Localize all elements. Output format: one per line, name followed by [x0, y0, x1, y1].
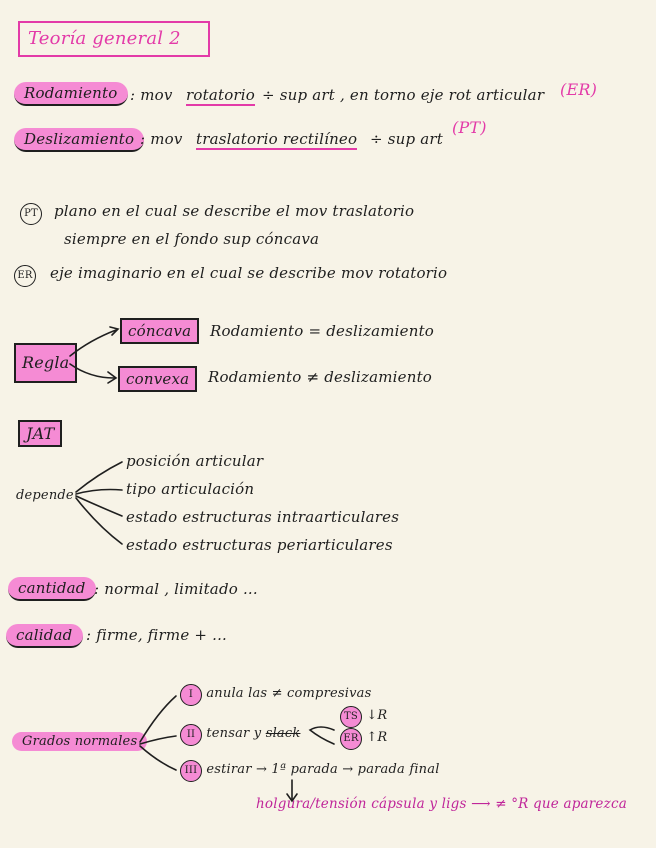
- rodamiento-def-b: ÷ sup art , en torno eje rot articular: [262, 86, 545, 104]
- er-circle-icon: ER: [14, 265, 36, 287]
- grado-i-number: I: [180, 684, 202, 706]
- convexa-rule: Rodamiento ≠ deslizamiento: [208, 368, 433, 386]
- concava-box: cóncava: [120, 318, 199, 344]
- rodamiento-def-a: : mov: [130, 86, 173, 104]
- er-definition: eje imaginario en el cual se describe mov rotatorio: [50, 264, 448, 282]
- deslizamiento-term: Deslizamiento: [14, 128, 144, 152]
- holgura-note-end: ≠ °R que aparezca: [495, 796, 627, 812]
- calidad-text: : firme, firme + ...: [86, 626, 228, 644]
- er-tag: (ER): [560, 80, 598, 99]
- arrow-to-convexa: [70, 364, 114, 378]
- jat-item-2: tipo articulación: [126, 480, 255, 498]
- grado-ii-slack: slack: [265, 726, 301, 741]
- convexa-box: convexa: [118, 366, 197, 392]
- er-grado-badge: ER: [340, 728, 362, 750]
- depende-label: depende: [16, 488, 74, 503]
- deslizamiento-def-b: ÷ sup art: [370, 130, 444, 148]
- regla-box: Regla: [14, 343, 77, 383]
- pt-circle-icon: PT: [20, 203, 42, 225]
- rodamiento-def-underlined: rotatorio: [186, 86, 256, 104]
- jat-item-3: estado estructuras intraarticulares: [126, 508, 400, 526]
- arrow-right-icon: ⟶: [471, 796, 491, 812]
- ts-badge: TS: [340, 706, 362, 728]
- grados-normales-term: Grados normales: [12, 732, 147, 751]
- calidad-term: calidad: [6, 624, 83, 648]
- arrow-to-concava: [70, 330, 116, 356]
- ts-text: ↓R: [366, 708, 388, 723]
- deslizamiento-def-underlined: traslatorio rectilíneo: [196, 130, 358, 148]
- grado-i-text: anula las ≠ compresivas: [206, 686, 372, 701]
- holgura-note-text: holgura/tensión cápsula y ligs: [256, 796, 467, 812]
- page-title: Teoría general 2: [18, 21, 210, 57]
- grado-iii-number: III: [180, 760, 202, 782]
- er-grado-text: ↑R: [366, 730, 388, 745]
- rodamiento-term: Rodamiento: [14, 82, 128, 106]
- jat-box: JAT: [18, 420, 62, 447]
- concava-rule: Rodamiento = deslizamiento: [210, 322, 435, 340]
- cantidad-term: cantidad: [8, 577, 96, 601]
- jat-item-4: estado estructuras periarticulares: [126, 536, 393, 554]
- grado-iii-text: estirar → 1ª parada → parada final: [206, 762, 440, 777]
- jat-item-1: posición articular: [126, 452, 264, 470]
- pt-tag: (PT): [452, 118, 487, 137]
- grado-ii-number: II: [180, 724, 202, 746]
- cantidad-text: : normal , limitado ...: [94, 580, 258, 598]
- pt-definition-2: siempre en el fondo sup cóncava: [64, 230, 320, 248]
- deslizamiento-def-a: : mov: [140, 130, 183, 148]
- grado-ii-text: tensar y: [206, 726, 262, 741]
- pt-definition-1: plano en el cual se describe el mov traslatorio: [54, 202, 415, 220]
